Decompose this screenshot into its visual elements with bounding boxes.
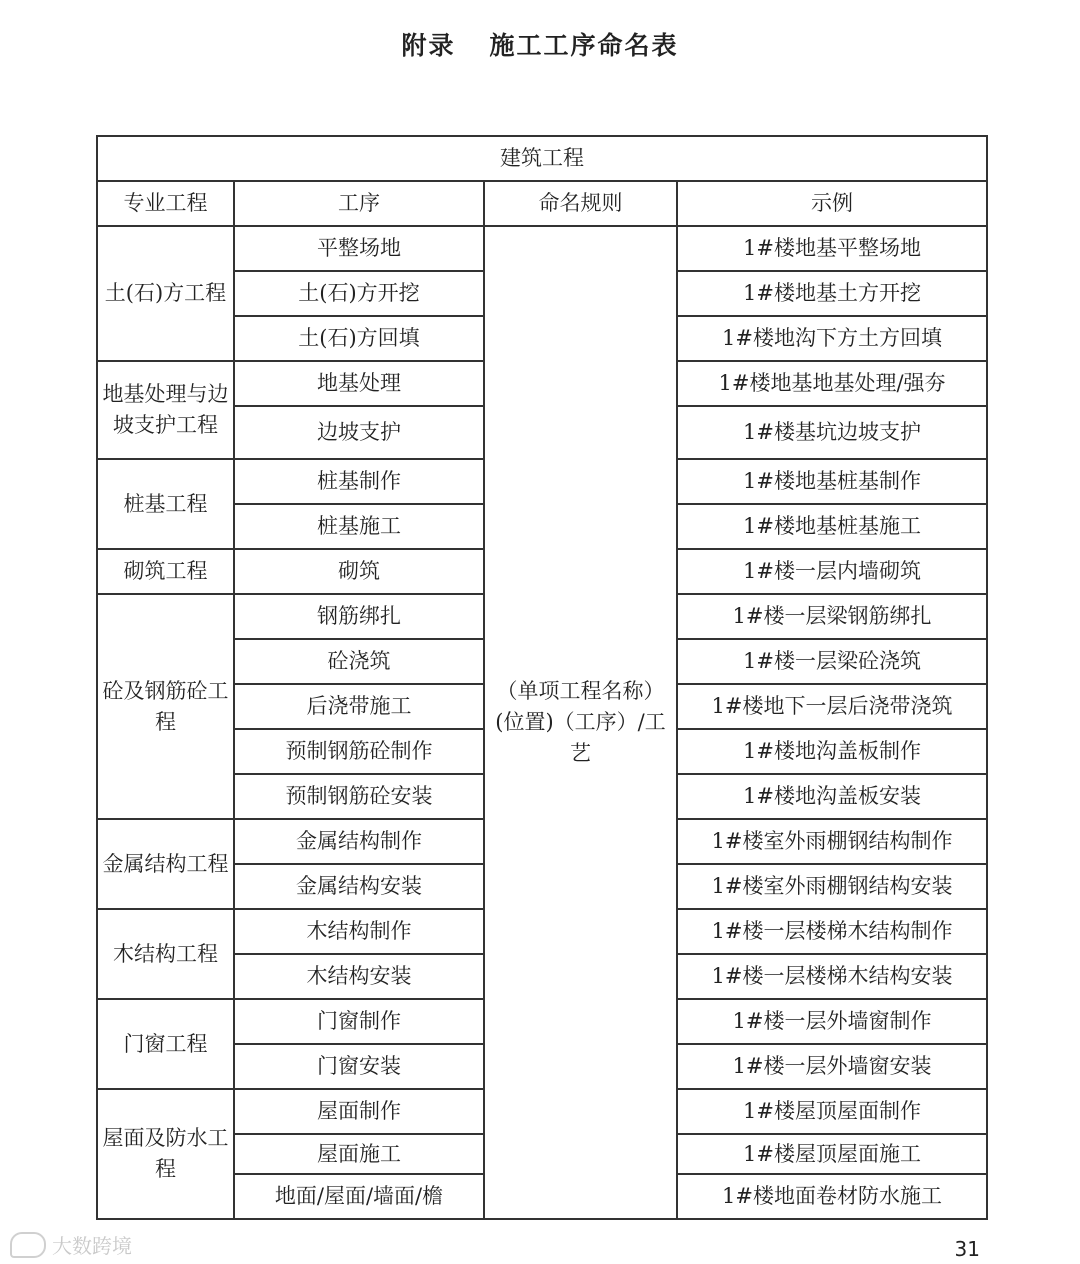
process-cell: 桩基施工	[234, 504, 484, 549]
category-cell: 地基处理与边坡支护工程	[97, 361, 234, 459]
process-cell: 后浇带施工	[234, 684, 484, 729]
column-header-process: 工序	[234, 181, 484, 226]
process-cell: 桩基制作	[234, 459, 484, 504]
section-header-row	[97, 136, 987, 181]
example-cell: 1#楼地基平整场地	[677, 226, 987, 271]
column-header-category: 专业工程	[97, 181, 234, 226]
title-main: 施工工序命名表	[489, 31, 679, 60]
process-cell: 屋面制作	[234, 1089, 484, 1134]
example-cell: 1#楼一层内墙砌筑	[677, 549, 987, 594]
watermark	[10, 1230, 132, 1259]
category-cell: 门窗工程	[97, 999, 234, 1089]
example-cell: 1#楼地沟盖板安装	[677, 774, 987, 819]
process-cell: 钢筋绑扎	[234, 594, 484, 639]
process-cell: 平整场地	[234, 226, 484, 271]
example-cell: 1#楼地基桩基制作	[677, 459, 987, 504]
page-number: 31	[954, 1237, 980, 1261]
category-cell: 木结构工程	[97, 909, 234, 999]
category-cell: 砌筑工程	[97, 549, 234, 594]
example-cell: 1#楼地下一层后浇带浇筑	[677, 684, 987, 729]
example-cell: 1#楼室外雨棚钢结构安装	[677, 864, 987, 909]
process-cell: 土(石)方回填	[234, 316, 484, 361]
process-naming-table	[96, 135, 988, 1220]
example-cell: 1#楼地基桩基施工	[677, 504, 987, 549]
title-prefix: 附录	[401, 31, 456, 60]
example-cell: 1#楼地沟下方土方回填	[677, 316, 987, 361]
process-cell: 地基处理	[234, 361, 484, 406]
process-cell: 门窗制作	[234, 999, 484, 1044]
example-cell: 1#楼屋顶屋面施工	[677, 1134, 987, 1174]
column-header-row	[97, 181, 987, 226]
example-cell: 1#楼一层外墙窗制作	[677, 999, 987, 1044]
process-cell: 地面/屋面/墙面/檐	[234, 1174, 484, 1219]
category-cell: 土(石)方工程	[97, 226, 234, 361]
example-cell: 1#楼地面卷材防水施工	[677, 1174, 987, 1219]
example-cell: 1#楼屋顶屋面制作	[677, 1089, 987, 1134]
category-cell: 桩基工程	[97, 459, 234, 549]
process-cell: 土(石)方开挖	[234, 271, 484, 316]
process-cell: 金属结构制作	[234, 819, 484, 864]
example-cell: 1#楼地沟盖板制作	[677, 729, 987, 774]
process-cell: 预制钢筋砼安装	[234, 774, 484, 819]
naming-rule-cell: （单项工程名称）(位置)（工序）/工艺	[484, 226, 677, 1219]
example-cell: 1#楼基坑边坡支护	[677, 406, 987, 459]
process-cell: 砌筑	[234, 549, 484, 594]
column-header-naming-rule: 命名规则	[484, 181, 677, 226]
example-cell: 1#楼一层外墙窗安装	[677, 1044, 987, 1089]
process-cell: 预制钢筋砼制作	[234, 729, 484, 774]
example-cell: 1#楼一层楼梯木结构制作	[677, 909, 987, 954]
watermark-logo-icon	[10, 1232, 46, 1258]
example-cell: 1#楼室外雨棚钢结构制作	[677, 819, 987, 864]
category-cell: 屋面及防水工程	[97, 1089, 234, 1219]
page-title	[0, 26, 1080, 62]
process-cell: 边坡支护	[234, 406, 484, 459]
table-row	[97, 226, 987, 271]
example-cell: 1#楼一层楼梯木结构安装	[677, 954, 987, 999]
category-cell: 砼及钢筋砼工程	[97, 594, 234, 819]
example-cell: 1#楼一层梁钢筋绑扎	[677, 594, 987, 639]
section-header: 建筑工程	[97, 136, 987, 181]
watermark-text: 大数跨境	[52, 1234, 132, 1258]
process-cell: 金属结构安装	[234, 864, 484, 909]
process-cell: 屋面施工	[234, 1134, 484, 1174]
column-header-example: 示例	[677, 181, 987, 226]
process-cell: 砼浇筑	[234, 639, 484, 684]
process-cell: 木结构安装	[234, 954, 484, 999]
process-cell: 门窗安装	[234, 1044, 484, 1089]
category-cell: 金属结构工程	[97, 819, 234, 909]
example-cell: 1#楼地基土方开挖	[677, 271, 987, 316]
process-cell: 木结构制作	[234, 909, 484, 954]
example-cell: 1#楼一层梁砼浇筑	[677, 639, 987, 684]
example-cell: 1#楼地基地基处理/强夯	[677, 361, 987, 406]
